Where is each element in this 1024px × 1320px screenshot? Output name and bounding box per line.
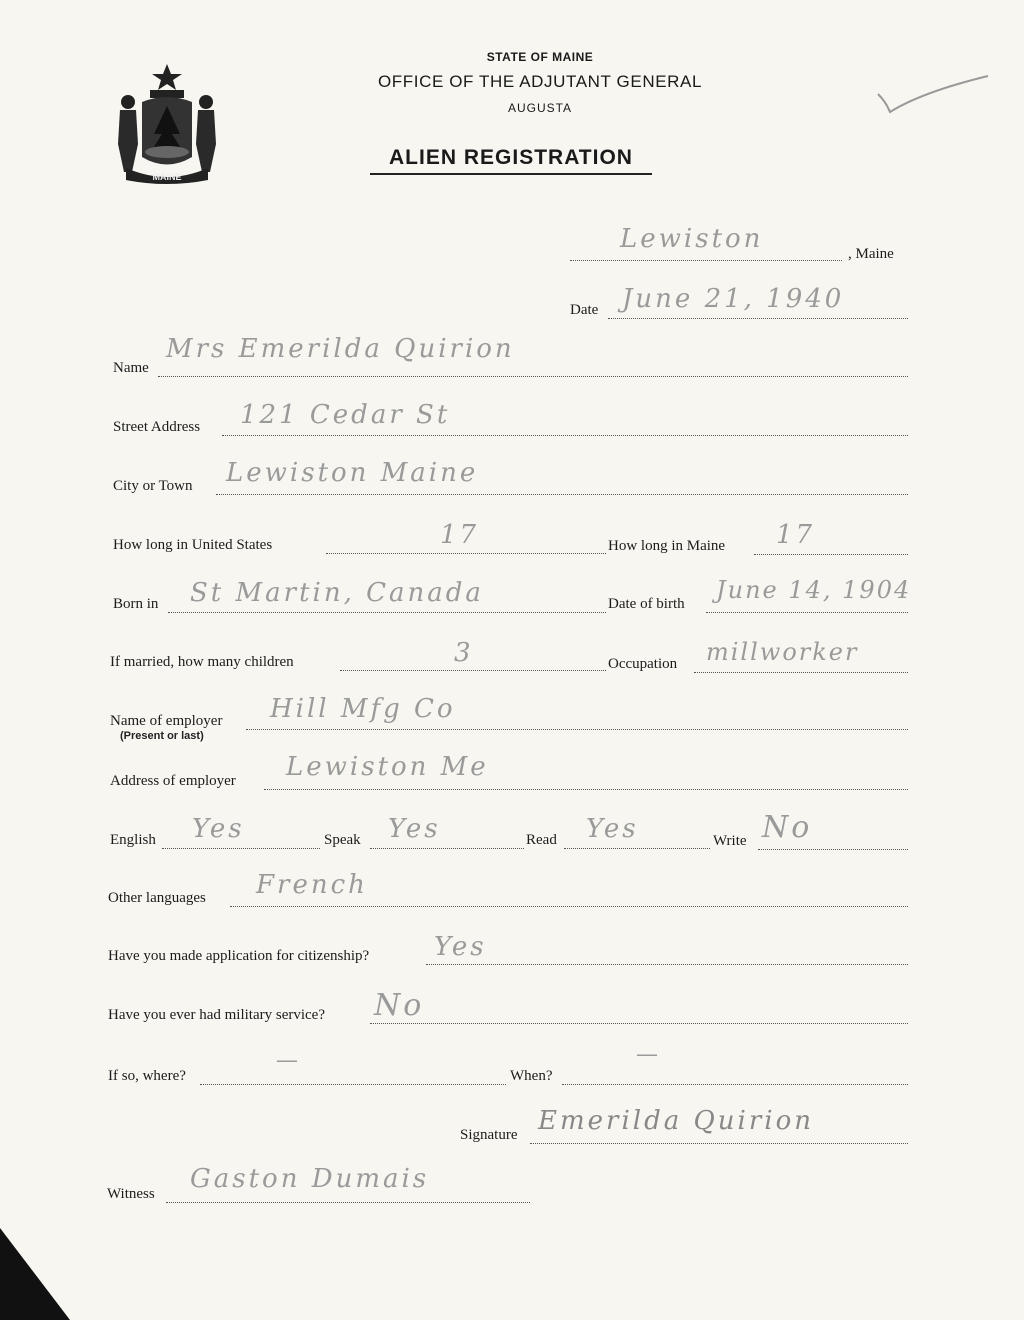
employer-sub-label: (Present or last) (120, 730, 204, 742)
witness-value: Gaston Dumais (190, 1164, 430, 1194)
street-line (222, 435, 908, 436)
occupation-label: Occupation (608, 656, 678, 672)
military-value: No (374, 988, 425, 1023)
military-label: Have you ever had military service? (108, 1007, 325, 1023)
form-title: ALIEN REGISTRATION (370, 146, 652, 175)
citizenship-value: Yes (434, 932, 487, 962)
employer-address-label: Address of employer (110, 773, 236, 789)
english-line (162, 848, 320, 849)
speak-value: Yes (388, 814, 441, 844)
other-languages-value: French (256, 870, 368, 900)
write-value: No (762, 810, 813, 845)
english-value: Yes (192, 814, 245, 844)
citizenship-line (426, 964, 908, 965)
city-value: Lewiston Maine (226, 458, 479, 488)
name-line (158, 376, 908, 377)
header-office: OFFICE OF THE ADJUTANT GENERAL (377, 72, 703, 91)
children-label: If married, how many children (110, 654, 294, 670)
how-long-us-value: 17 (440, 520, 480, 550)
born-in-line (168, 612, 606, 613)
header-city: AUGUSTA (507, 101, 573, 115)
state-label: , Maine (848, 246, 894, 262)
when-value: — (636, 1042, 661, 1067)
how-long-maine-line (754, 554, 908, 555)
read-value: Yes (586, 814, 639, 844)
date-of-birth-line (706, 612, 908, 613)
how-long-us-label: How long in United States (113, 537, 273, 553)
date-label: Date (570, 302, 599, 318)
date-line (608, 318, 908, 319)
employer-address-value: Lewiston Me (286, 752, 489, 782)
born-in-label: Born in (113, 596, 159, 612)
town-value: Lewiston (620, 224, 764, 254)
speak-line (370, 848, 524, 849)
scan-corner-shadow (0, 1228, 70, 1320)
witness-line (166, 1202, 530, 1203)
name-label: Name (113, 360, 149, 376)
where-line (200, 1084, 506, 1085)
where-label: If so, where? (108, 1068, 186, 1084)
other-languages-label: Other languages (108, 890, 206, 906)
how-long-maine-label: How long in Maine (608, 538, 726, 554)
when-label: When? (510, 1068, 553, 1084)
occupation-line (694, 672, 908, 673)
write-label: Write (713, 833, 747, 849)
read-line (564, 848, 710, 849)
seal-text: MAINE (152, 172, 182, 182)
witness-label: Witness (107, 1186, 155, 1202)
read-label: Read (526, 832, 557, 848)
town-line (570, 260, 842, 261)
employer-value: Hill Mfg Co (270, 694, 456, 724)
when-line (562, 1084, 908, 1085)
employer-address-line (264, 789, 908, 790)
military-line (370, 1023, 908, 1024)
other-languages-line (230, 906, 908, 907)
occupation-value: millworker (706, 638, 859, 666)
date-of-birth-value: June 14, 1904 (716, 576, 912, 604)
children-line (340, 670, 606, 671)
born-in-value: St Martin, Canada (190, 578, 484, 608)
employer-label: Name of employer (110, 713, 223, 729)
speak-label: Speak (324, 832, 361, 848)
how-long-maine-value: 17 (776, 520, 816, 550)
street-label: Street Address (113, 419, 201, 435)
employer-line (246, 729, 908, 730)
check-mark-icon (872, 72, 992, 122)
signature-line (530, 1143, 908, 1144)
children-value: 3 (454, 638, 474, 668)
name-value: Mrs Emerilda Quirion (166, 334, 515, 364)
city-line (216, 494, 908, 495)
signature-value: Emerilda Quirion (538, 1106, 815, 1136)
signature-label: Signature (460, 1127, 518, 1143)
where-value: — (276, 1048, 301, 1073)
english-label: English (110, 832, 156, 848)
date-value: June 21, 1940 (622, 284, 845, 314)
write-line (758, 849, 908, 850)
how-long-us-line (326, 553, 606, 554)
header-state: STATE OF MAINE (486, 50, 594, 64)
city-label: City or Town (113, 478, 193, 494)
date-of-birth-label: Date of birth (608, 596, 685, 612)
maine-state-seal-icon (112, 62, 222, 186)
street-value: 121 Cedar St (240, 400, 451, 430)
citizenship-label: Have you made application for citizenship? (108, 948, 370, 964)
